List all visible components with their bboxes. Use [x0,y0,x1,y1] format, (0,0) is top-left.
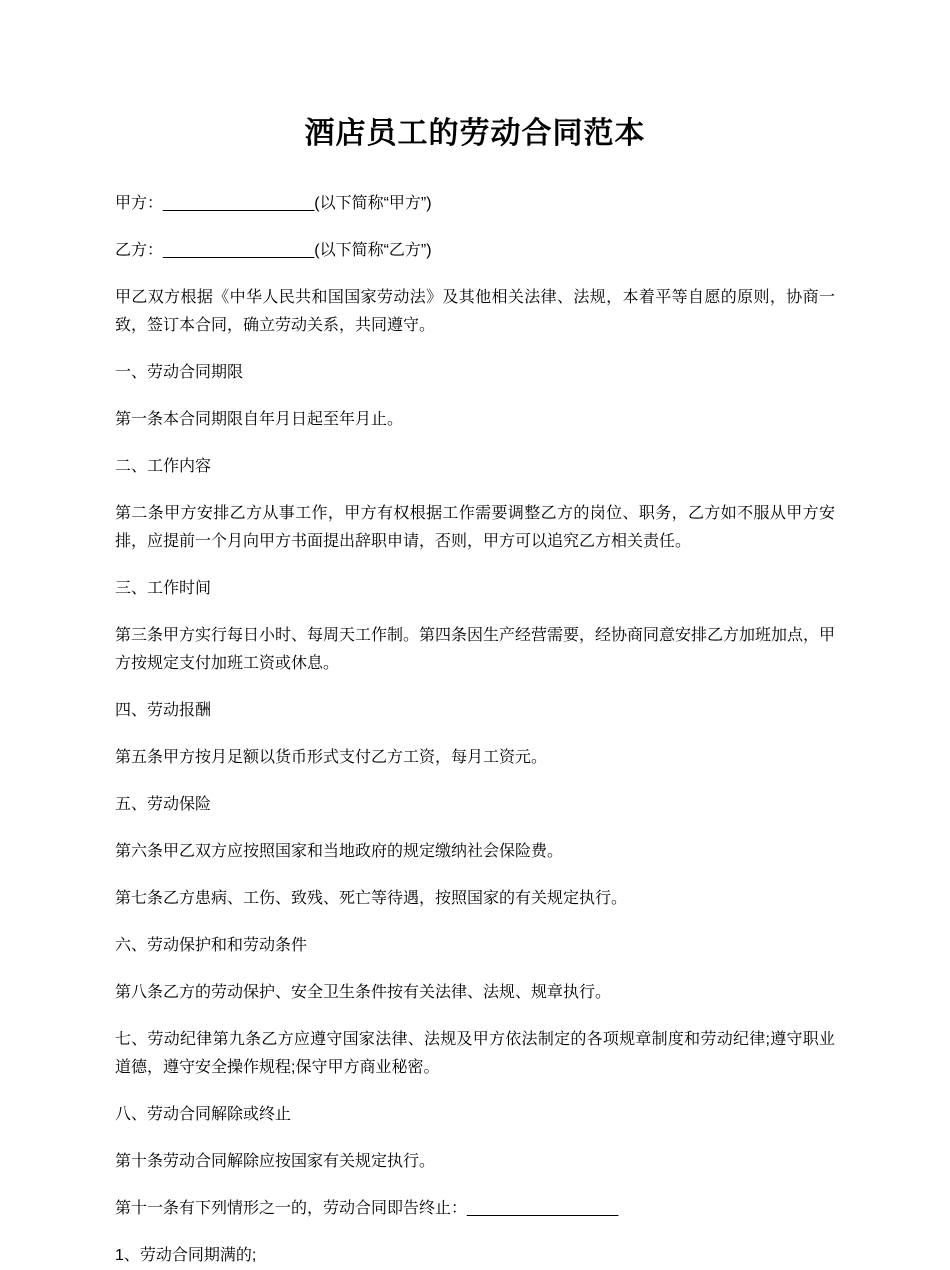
list-item-1: 1、劳动合同期满的; [115,1247,257,1264]
clause-7: 第七条乙方患病、工伤、致残、死亡等待遇，按照国家的有关规定执行。 [115,890,628,907]
clause-8: 第八条乙方的劳动保护、安全卫生条件按有关法律、法规、规章执行。 [115,984,612,1001]
clause-3-4: 第三条甲方实行每日小时、每周天工作制。第四条因生产经营需要，经协商同意安排乙方加班加点，甲方按规定支付加班工资或休息。 [115,627,836,672]
section-6-heading: 六、劳动保护和和劳动条件 [115,937,308,954]
party-b-line: 乙方：_________________(以下简称“乙方”) [115,242,432,259]
clause-1: 第一条本合同期限自年月日起至年月止。 [115,411,404,428]
document-title: 酒店员工的劳动合同范本 [304,117,646,150]
clause-6: 第六条甲乙双方应按照国家和当地政府的规定缴纳社会保险费。 [115,843,564,860]
section-3-heading: 三、工作时间 [115,580,212,597]
preamble-paragraph: 甲乙双方根据《中华人民共和国国家劳动法》及其他相关法律、法规，本着平等自愿的原则，协商一致，签订本合同，确立劳动关系，共同遵守。 [115,289,835,334]
clause-2: 第二条甲方安排乙方从事工作，甲方有权根据工作需要调整乙方的岗位、职务，乙方如不服从甲方安排，应提前一个月向甲方书面提出辞职申请，否则，甲方可以追究乙方相关责任。 [115,505,835,550]
clause-5: 第五条甲方按月足额以货币形式支付乙方工资，每月工资元。 [115,749,548,766]
party-a-line: 甲方：_________________(以下简称“甲方”) [115,195,432,212]
clause-10: 第十条劳动合同解除应按国家有关规定执行。 [115,1153,436,1170]
section-4-heading: 四、劳动报酬 [115,702,212,719]
clause-11: 第十一条有下列情形之一的，劳动合同即告终止：_________________ [115,1200,619,1217]
section-8-heading: 八、劳动合同解除或终止 [115,1106,292,1123]
section-1-heading: 一、劳动合同期限 [115,364,244,381]
section-2-heading: 二、工作内容 [115,458,212,475]
section-7-clause-9: 七、劳动纪律第九条乙方应遵守国家法律、法规及甲方依法制定的各项规章制度和劳动纪律;遵守职业道德，遵守安全操作规程;保守甲方商业秘密。 [115,1031,835,1076]
section-5-heading: 五、劳动保险 [115,796,212,813]
